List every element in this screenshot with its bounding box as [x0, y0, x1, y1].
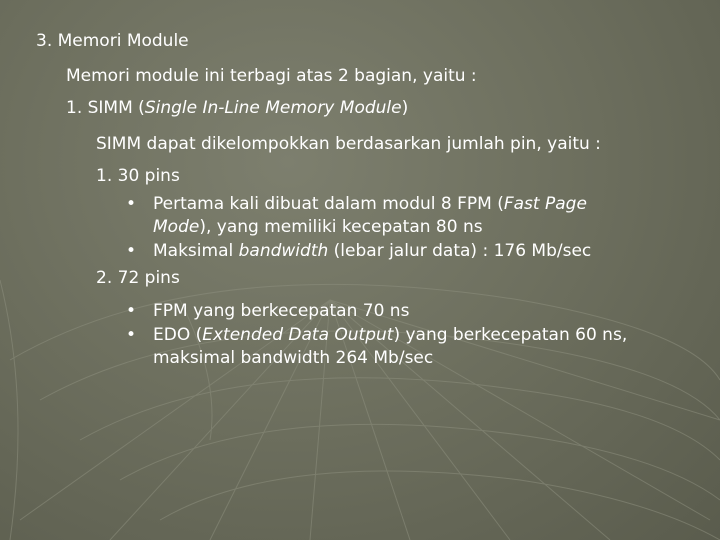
intro-text: Memori module ini terbagi atas 2 bagian, yaitu :: [66, 66, 477, 86]
bullet-icon: •: [126, 241, 137, 261]
group-72-item-2-line-1: EDO (Extended Data Output) yang berkecepatan 60 ns,: [153, 325, 628, 345]
simm-description: SIMM dapat dikelompokkan berdasarkan jumlah pin, yaitu :: [96, 134, 601, 154]
group-72-item-2-line-2: maksimal bandwidth 264 Mb/sec: [153, 348, 434, 368]
group-72-item-1: FPM yang berkecepatan 70 ns: [153, 301, 410, 321]
bullet-icon: •: [126, 325, 137, 345]
slide-heading: 3. Memori Module: [36, 31, 189, 51]
group-30-item-1-line-2: Mode), yang memiliki kecepatan 80 ns: [153, 217, 483, 237]
bullet-icon: •: [126, 194, 137, 214]
group-72-pins-label: 2. 72 pins: [96, 268, 180, 288]
group-30-pins-label: 1. 30 pins: [96, 166, 180, 186]
simm-title: 1. SIMM (Single In-Line Memory Module): [66, 98, 409, 118]
group-30-item-2: Maksimal bandwidth (lebar jalur data) : 176 Mb/sec: [153, 241, 592, 261]
bullet-icon: •: [126, 301, 137, 321]
group-30-item-1-line-1: Pertama kali dibuat dalam modul 8 FPM (Fast Page: [153, 194, 587, 214]
